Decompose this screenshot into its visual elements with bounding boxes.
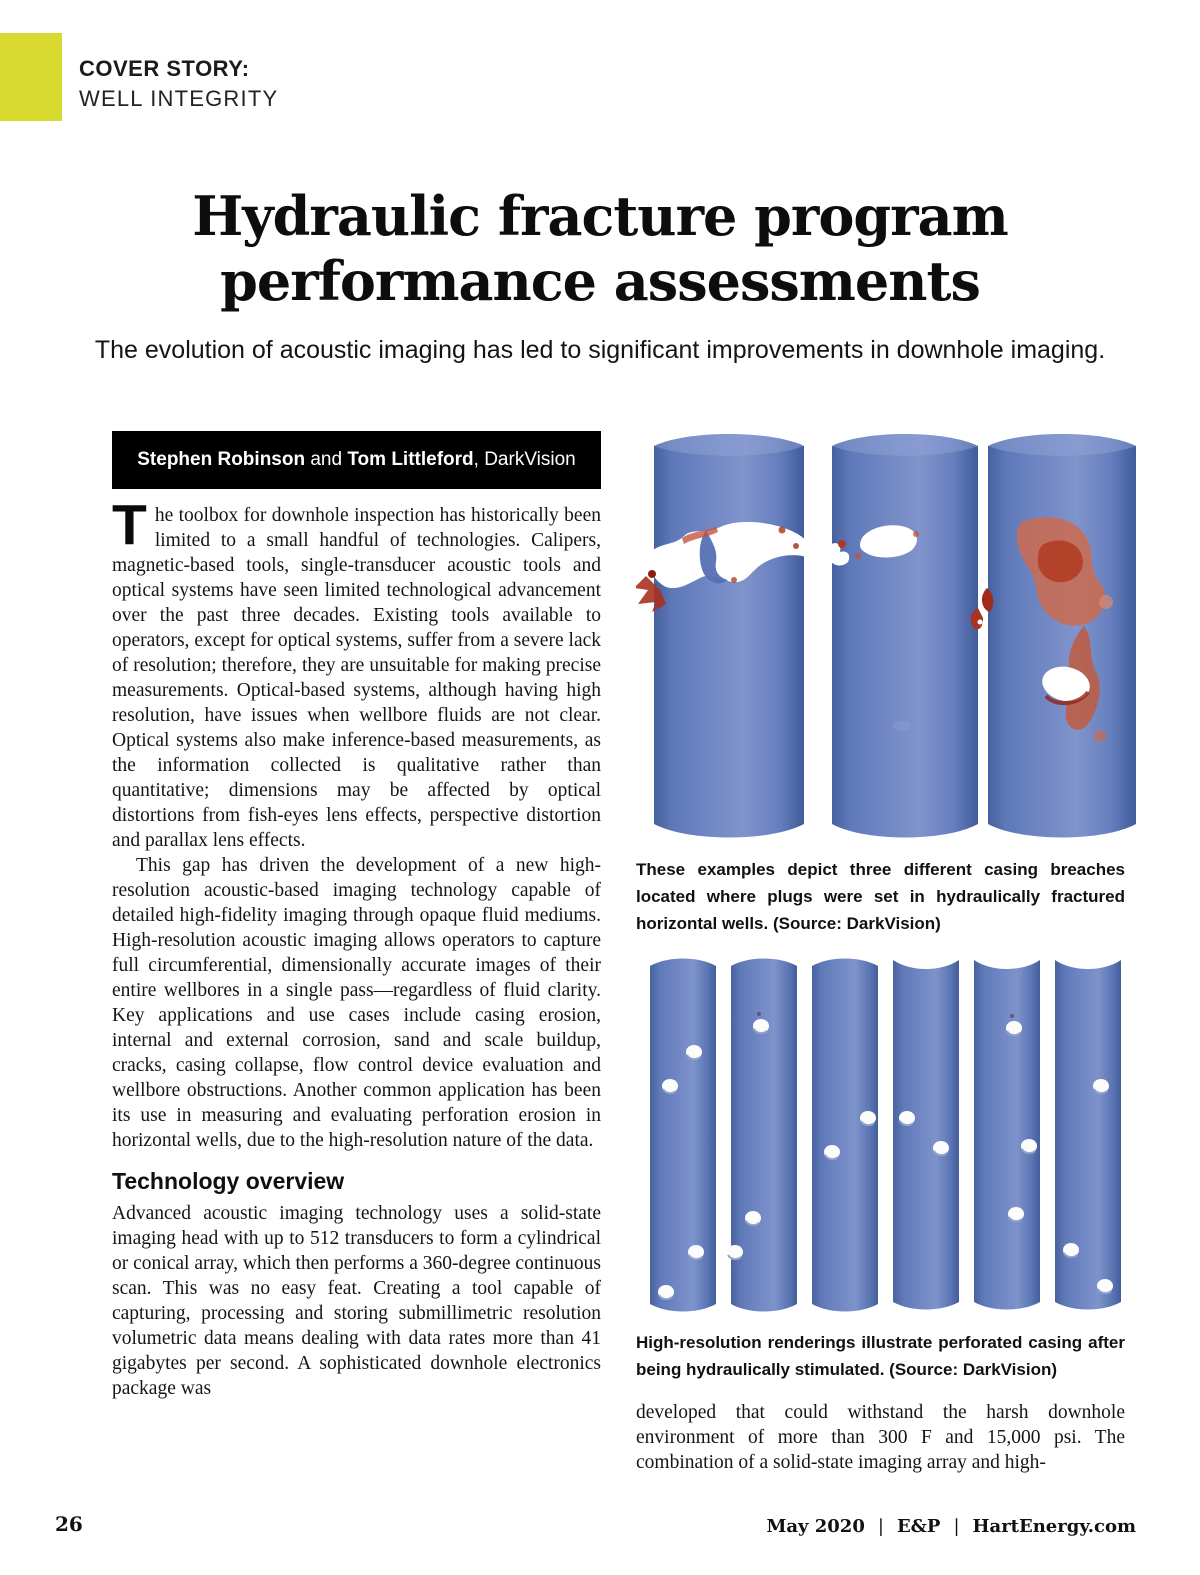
title-line2: performance assessments (220, 249, 980, 313)
footer-issue: May 2020 (766, 1516, 865, 1537)
section-heading-technology-overview: Technology overview (112, 1168, 345, 1194)
footer-separator: | (877, 1516, 884, 1537)
figure-casing-breaches (636, 424, 1136, 848)
kicker (79, 56, 278, 112)
page-number: 26 (55, 1512, 83, 1536)
figure-perforated-casing (636, 946, 1136, 1318)
paragraph-4: developed that could withstand the harsh downhole environment of more than 300 F and 15,000 psi. The combination of a solid-state imaging array and high- (636, 1402, 1125, 1473)
byline-affiliation: , DarkVision (473, 449, 576, 470)
perforated-casing-rendering-svg (636, 946, 1136, 1318)
title-line1: Hydraulic fracture program (192, 184, 1008, 248)
paragraph-1-text: he toolbox for downhole inspection has historically been limited to a small handful of technologies. Calipers, magnetic-based tools, single-transducer acoustic tools and optical systems have seen limited technological advancement over the past three decades. Existing tools available to operators, except for optical systems, suffer from a severe lack of resolution; therefore, they are unsuitable for making precise measurements. Optical-based systems, although having high resolution, have issues when wellbore fluids are not clear. Optical systems also make inference-based measurements, as the information collected is qualitative rather than quantitative; dimensions may be affected by optical distortions from fish-eyes lens effects, perspective distortion and parallax lens effects. (112, 505, 601, 851)
casing-breach-rendering-svg (636, 424, 1136, 848)
drop-cap: T (112, 493, 147, 557)
article-title (40, 184, 1160, 314)
kicker-line1: COVER STORY: (79, 56, 250, 81)
byline-join: and (305, 449, 348, 470)
left-column (112, 493, 601, 1401)
paragraph-2: This gap has driven the development of a new high-resolution acoustic-based imaging technology capable of detailed high-fidelity imaging through opaque fluid mediums. High-resolution acoustic imaging allows operators to capture full circumferential, dimensionally accurate images of their entire wellbores in a single pass—regardless of fluid clarity. Key applications and use cases include casing erosion, internal and external corrosion, sand and scale buildup, cracks, casing collapse, flow control device evaluation and wellbore obstructions. Another common application has been its use in measuring and evaluating perforation erosion in horizontal wells, due to the high-resolution nature of the data. (112, 855, 601, 1151)
footer-site: HartEnergy.com (972, 1516, 1136, 1537)
kicker-line2: WELL INTEGRITY (79, 86, 279, 111)
figure1-caption: These examples depict three different casing breaches located where plugs were set in hydraulically fractured horizontal wells. (Source: DarkVision) (636, 860, 1125, 933)
footer-publication-info (766, 1516, 1136, 1537)
paragraph-3: Advanced acoustic imaging technology uses a solid-state imaging head with up to 512 transducers to form a cylindrical or conical array, which then performs a 360-degree continuous scan. This was no easy feat. Creating a tool capable of capturing, processing and storing submillimetric resolution volumetric data means dealing with data rates more than 41 gigabytes per second. A sophisticated downhole electronics package was (112, 1203, 601, 1399)
byline-author-1: Stephen Robinson (137, 449, 306, 470)
article-subtitle: The evolution of acoustic imaging has led to significant improvements in downhole imaging. (94, 336, 1106, 364)
kicker-color-block (0, 33, 62, 121)
figure2-caption: High-resolution renderings illustrate perforated casing after being hydraulically stimulated. (Source: DarkVision) (636, 1333, 1125, 1379)
paragraph-1 (112, 493, 601, 853)
byline-bar (112, 431, 601, 489)
byline-author-2: Tom Littleford (347, 449, 474, 470)
footer-publication: E&P (896, 1516, 941, 1537)
footer-separator: | (953, 1516, 960, 1537)
